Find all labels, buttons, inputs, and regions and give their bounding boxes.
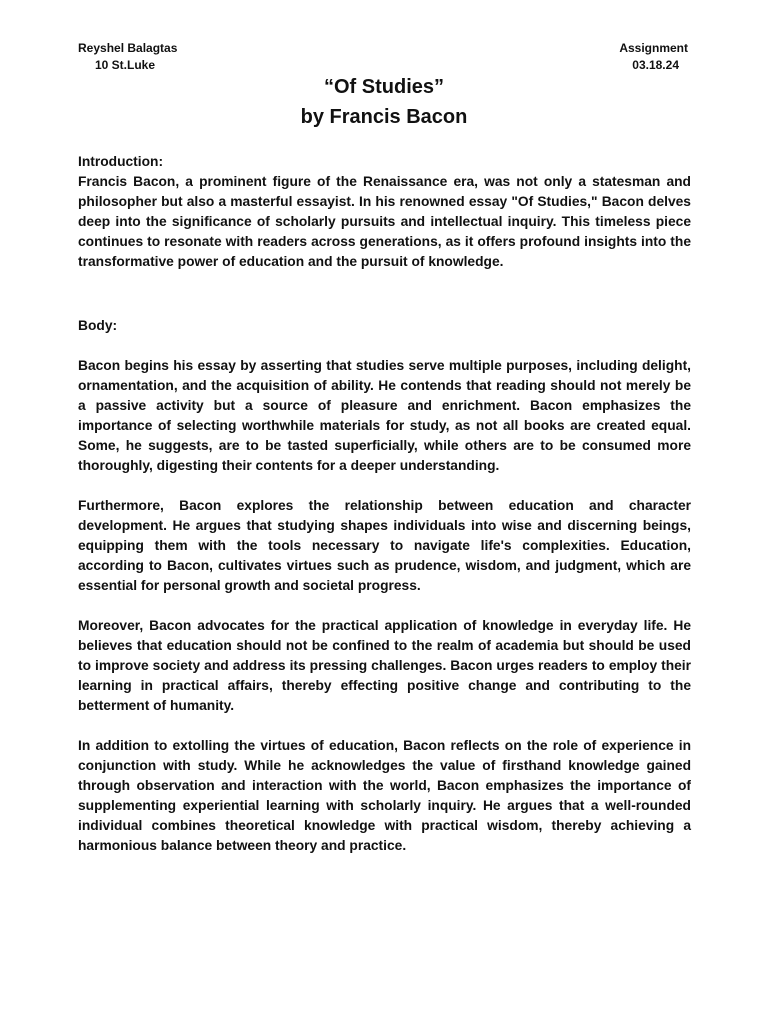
title-line-2: by Francis Bacon	[300, 106, 468, 128]
header-student-info	[78, 40, 177, 74]
author-name: Reyshel Balagtas	[78, 41, 178, 55]
page-title	[0, 72, 768, 132]
spacer	[78, 272, 691, 316]
class-section: 10 St.Luke	[95, 58, 156, 72]
body-heading: Body:	[78, 318, 118, 333]
essay-content	[78, 152, 691, 856]
title-line-1: “Of Studies”	[323, 76, 444, 98]
introduction-heading: Introduction:	[78, 154, 164, 169]
body-paragraph-3: Moreover, Bacon advocates for the practical application of knowledge in everyday life. He believes that education should not be confined to the realm of academia but should be used to improve society and address its pressing challenges. Bacon urges readers to employ their learning in practical affairs, thereby effecting positive change and contributing to the betterment of humanity.	[78, 618, 691, 713]
introduction-paragraph: Francis Bacon, a prominent figure of the Renaissance era, was not only a statesman and philosopher but also a masterful essayist. In his renowned essay "Of Studies," Bacon delves deep into the significance of scholarly pursuits and intellectual inquiry. This timeless piece continues to resonate with readers across generations, as it offers profound insights into the transformative power of education and the pursuit of knowledge.	[78, 174, 691, 269]
body-paragraph-1: Bacon begins his essay by asserting that studies serve multiple purposes, including delight, ornamentation, and the acquisition of ability. He contends that reading should not merely be a passive activity but a source of pleasure and enrichment. Bacon emphasizes the importance of selecting worthwhile materials for study, as not all books are created equal. Some, he suggests, are to be tasted superficially, while others are to be consumed more thoroughly, digesting their contents for a deeper understanding.	[78, 358, 691, 473]
assignment-date: 03.18.24	[632, 58, 679, 72]
spacer	[78, 476, 691, 496]
body-paragraph-4: In addition to extolling the virtues of education, Bacon reflects on the role of experience in conjunction with study. While he acknowledges the value of firsthand knowledge gained through observation and interaction with the world, Bacon emphasizes the importance of supplementing experiential learning with scholarly inquiry. He argues that a well-rounded individual combines theoretical knowledge with practical wisdom, thereby achieving a harmonious balance between theory and practice.	[78, 738, 691, 853]
body-paragraph-2: Furthermore, Bacon explores the relationship between education and character development. He argues that studying shapes individuals into wise and discerning beings, equipping them with the tools necessary to navigate life's complexities. Education, according to Bacon, cultivates virtues such as prudence, wisdom, and judgment, which are essential for personal growth and societal progress.	[78, 498, 691, 593]
doc-type-label: Assignment	[619, 41, 688, 55]
header-assignment-info	[619, 40, 688, 74]
spacer	[78, 596, 691, 616]
spacer	[78, 336, 691, 356]
spacer	[78, 716, 691, 736]
